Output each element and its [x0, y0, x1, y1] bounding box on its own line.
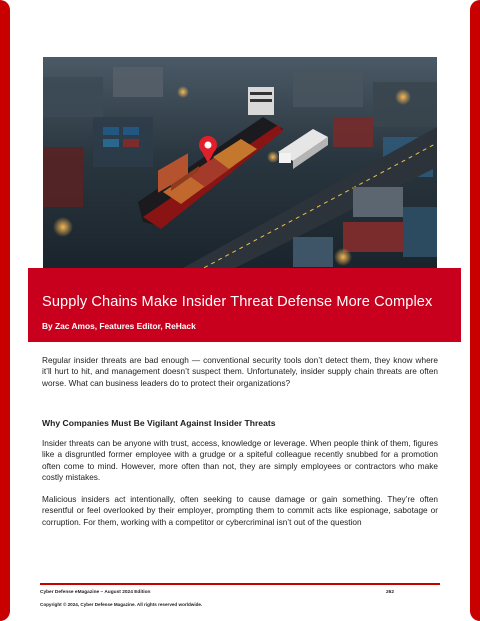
hero-image [43, 57, 437, 279]
article-byline: By Zac Amos, Features Editor, ReHack [42, 321, 196, 331]
left-edge-bar [0, 0, 10, 621]
article-title: Supply Chains Make Insider Threat Defense More Complex [42, 294, 433, 310]
footer-divider [40, 583, 440, 585]
intro-paragraph: Regular insider threats are bad enough — conventional security tools don’t detect them, they know where it’ll hurt to hit, and management doesn’t suspect them. Unfortunately, insider supply chain threats are often worse. What can business leaders do to protect their organizations? [42, 356, 438, 388]
right-edge-bar [470, 0, 480, 621]
footer-copyright: Copyright © 2024, Cyber Defense Magazine. All rights reserved worldwide. [40, 602, 203, 607]
body-paragraph: Malicious insiders act intentionally, often seeking to cause damage or gain something. They’re often resentful or feel overlooked by their employer, prompting them to commit acts like espionage, sabotage or corruption. For them, working with a competitor or cybercriminal isn’t out of the question [42, 495, 438, 527]
title-band [28, 268, 461, 342]
body-paragraph: Insider threats can be anyone with trust, access, knowledge or leverage. When people think of them, figures like a disgruntled former employee with a grudge or a spiteful colleague recently snubbed for a promotion often come to mind. However, more often than not, they are simply employees or contractors who make costly mistakes. [42, 439, 438, 483]
footer-publication: Cyber Defense eMagazine – August 2024 Edition [40, 590, 151, 595]
page-number: 262 [386, 590, 395, 595]
section-heading: Why Companies Must Be Vigilant Against Insider Threats [42, 418, 276, 428]
